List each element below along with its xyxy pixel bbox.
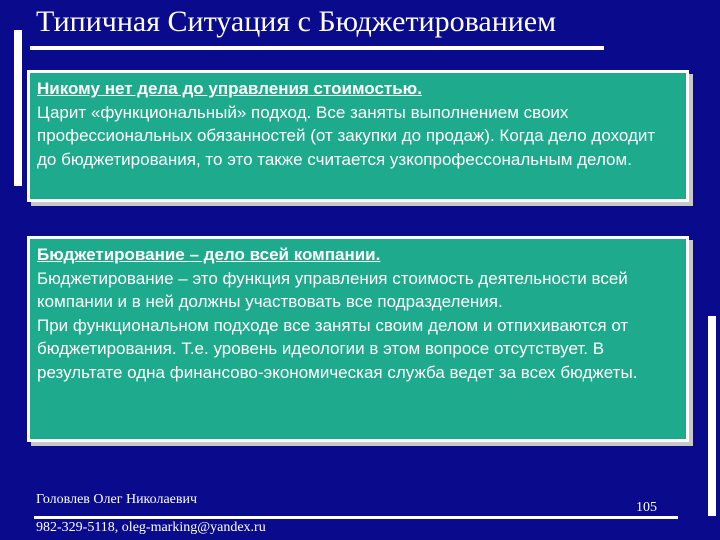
page-number: 105	[636, 500, 657, 515]
footer-contact: 982-329-5118, oleg-marking@yandex.ru	[36, 520, 266, 535]
info-card-cost-management	[27, 70, 689, 202]
right-decorative-bar	[708, 316, 716, 516]
slide-title: Типичная Ситуация с Бюджетированием	[36, 5, 557, 38]
card-text-secondary: При функциональном подходе все заняты своим делом и отпихиваются от бюджетирования. Т.е. уровень идеологии в этом вопросе отсутствует. В результате одна финансово-экономическая служба ведет за всех бюджеты.	[37, 315, 638, 382]
card-heading: Никому нет дела до управления стоимостью.	[37, 79, 422, 98]
footer-line	[34, 516, 678, 519]
title-underline	[30, 46, 604, 50]
left-decorative-bar	[14, 30, 22, 186]
info-card-budgeting-company	[27, 236, 689, 442]
card-text: Бюджетирование – это функция управления стоимость деятельности всей компании и в ней должны участвовать все подразделения.	[37, 268, 628, 311]
card-heading: Бюджетирование – дело всей компании.	[37, 245, 381, 264]
card-text: Царит «функциональный» подход. Все заняты выполнением своих профессиональных обязанностей (от закупки до продаж). Когда дело доходит до бюджетирования, то это также считается узкопрофессональным делом.	[37, 102, 656, 169]
footer-author: Головлев Олег Николаевич	[36, 492, 198, 507]
